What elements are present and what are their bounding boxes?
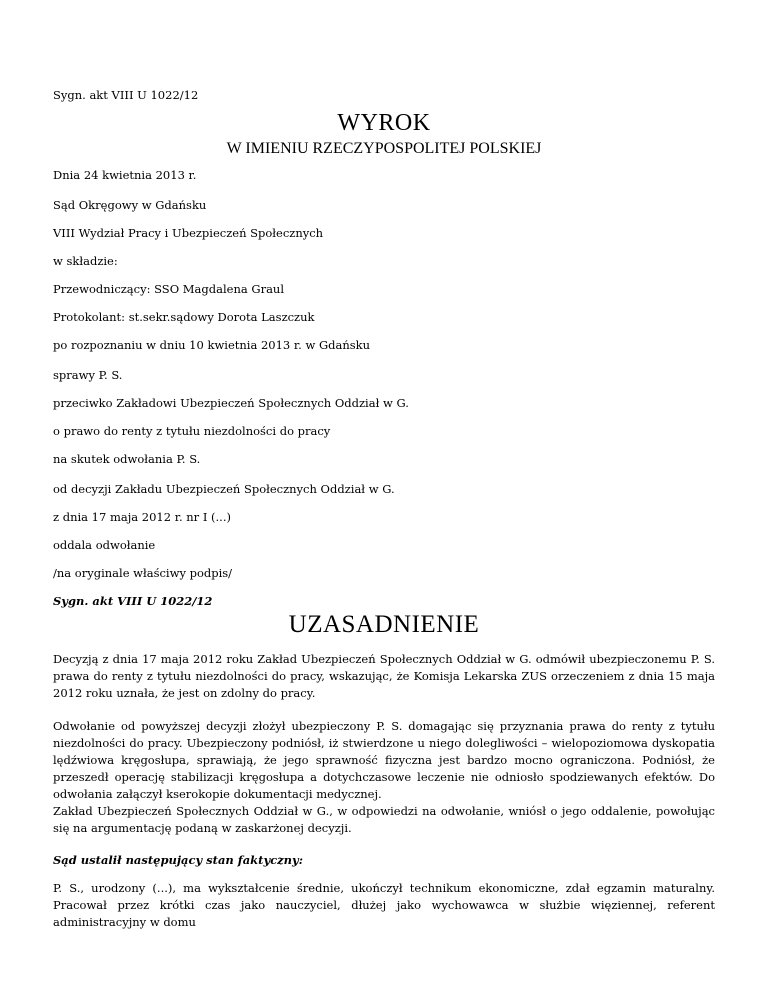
justification-paragraph-3: Zakład Ubezpieczeń Społecznych Oddział w G., w odpowiedzi na odwołanie, wniósł o jego oddalenie, powołując się na argumentację podaną w zaskarżonej decyzji. [53,804,715,835]
verdict: oddala odwołanie [53,538,156,552]
composition-label: w składzie: [53,254,118,268]
signature-note: /na oryginale właściwy podpis/ [53,566,233,580]
appeal-line: na skutek odwołania P. S. [53,452,201,466]
judgment-date: Dnia 24 kwietnia 2013 r. [53,168,197,182]
hearing-date: po rozpoznaniu w dniu 10 kwietnia 2013 r. w Gdańsku [53,338,371,352]
presiding-judge: Przewodniczący: SSO Magdalena Graul [53,282,285,296]
justification-paragraph-2: Odwołanie od powyższej decyzji złożył ubezpieczony P. S. domagając się przyznania prawa do renty z tytułu niezdolności do pracy. Ubezpieczony podniósł, iż stwierdzone u niego dolegliwości – wielopoziomowa dyskopatia lędźwiowa kręgosłupa, sprawiają, że jego sprawność fizyczna jest bardzo mocno ograniczona. Podniósł, że przeszedł operację stabilizacji kręgosłupa a dotychczasowe leczenie nie odniosło spodziewanych efektów. Do odwołania załączył kserokopie dokumentacji medycznej. [53,719,715,801]
case-defendant: przeciwko Zakładowi Ubezpieczeń Społecznych Oddział w G. [53,396,409,410]
judgment-subtitle: W IMIENIU RZECZYPOSPOLITEJ POLSKIEJ [226,140,542,157]
decision-date: z dnia 17 maja 2012 r. nr I (...) [53,510,231,524]
court-reporter: Protokolant: st.sekr.sądowy Dorota Laszczuk [53,310,315,324]
justification-case-reference: Sygn. akt VIII U 1022/12 [53,594,213,608]
court-name: Sąd Okręgowy w Gdańsku [53,198,207,212]
court-division: VIII Wydział Pracy i Ubezpieczeń Społecznych [53,226,324,240]
facts-paragraph: P. S., urodzony (...), ma wykształcenie średnie, ukończył technikum ekonomiczne, zdał egzamin maturalny. Pracował przez krótki czas jako nauczyciel, dłużej jako wychowawca w służbie więziennej, referent administracyjny w domu [53,881,715,929]
judgment-title: WYROK [337,110,431,136]
case-subject: o prawo do renty z tytułu niezdolności do pracy [53,424,331,438]
justification-paragraph-1: Decyzją z dnia 17 maja 2012 roku Zakład Ubezpieczeń Społecznych Oddział w G. odmówił ubezpieczonemu P. S. prawa do renty z tytułu niezdolności do pracy, wskazując, że Komisja Lekarska ZUS orzeczeniem z dnia 15 maja 2012 roku uznała, że jest on zdolny do pracy. [53,652,715,700]
decision-source: od decyzji Zakładu Ubezpieczeń Społecznych Oddział w G. [53,482,395,496]
facts-heading: Sąd ustalił następujący stan faktyczny: [53,853,303,867]
justification-title: UZASADNIENIE [288,611,480,638]
case-reference: Sygn. akt VIII U 1022/12 [53,88,199,102]
case-party: sprawy P. S. [53,368,123,382]
